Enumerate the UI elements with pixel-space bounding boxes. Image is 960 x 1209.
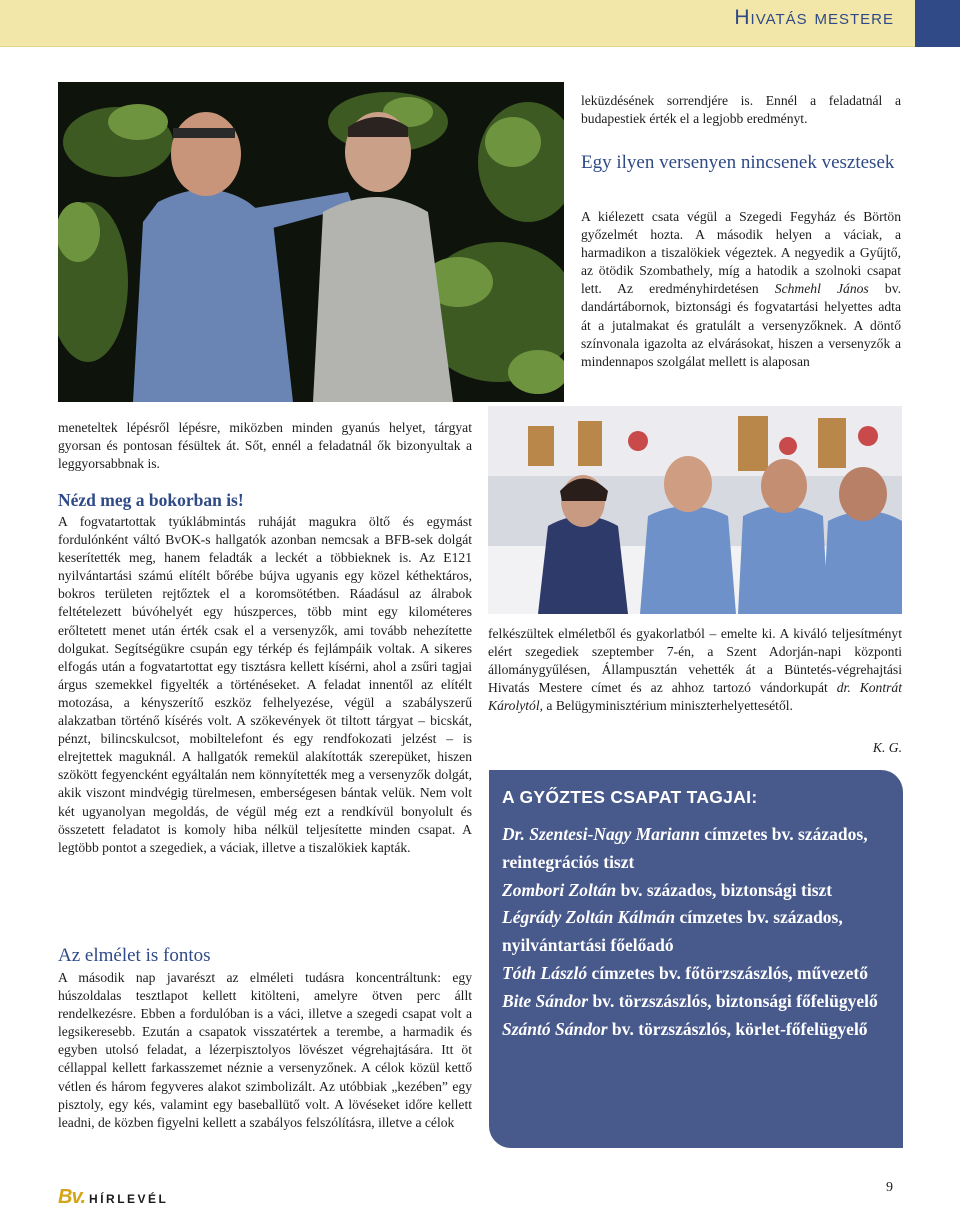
member-name: Zombori Zoltán <box>502 879 617 900</box>
heading-egy-ilyen-versenyen: Egy ilyen versenyen nincsenek vesztesek <box>581 152 895 173</box>
italic-name: Schmehl János <box>774 281 869 297</box>
section-title: Hivatás mestere <box>734 6 894 29</box>
paragraph-nezd-meg-a-bokorban: A fogvatartottak tyúklábmintás ruháját magukra öltő és egymást fordulónként váltó BvOK-s hallgatók azonban nemcsak a BFB-sek dolgát keserítették meg, hanem feladták a leckét a többieknek is. Az E121 nyilvántartási számú elítélt bőrébe bújva ugyanis egy közel kéthektáros, bokros területen rejtőztek el a koromsötétben. Ráadásul az álrabok feltételezett búvóhelyét egy húszperces, több mint egy kilométeres erőltetett menet után érték csak el a versenyzők, ami tovább nehezítette dolgukat. Segítségükre csupán egy térkép és fejlámpáik voltak. A sikeres elfogás után a fogvatartottat egy tisztásra kellett kísérni, ahol a zsűri tagjai árgus szemekkel figyelték a történéseket. A feladat innentől az elítélt motozása, a kényszerítő eszköz felhelyezése, végül a szabályszerű alakzatban történő kísérés volt. A szökevények öt tiltott tárgyat – bicskát, pénzt, bilincskulcsot, mobiltelefont és egy rendfokozati jelzést – is elrejtettek maguknál. A hallgatók remekül alakították szerepüket, hiszen szökött fegyencként egyáltalán nem könnyítették meg a versenyzők dolgát, akik viszont mindvégig türelmesen, emberségesen bántak velük. Nem volt két ugyanolyan megoldás, de végül még ezt a rendkívül bonyolult és összetett feladatot is komoly hiba nélkül teljesítette minden csapat. A legtöbb pontot a szegediek, a váciak, illetve a tiszalökiek kapták. <box>58 514 472 855</box>
paragraph-text: felkészültek elméletből és gyakorlatból – emelte ki. A kiváló teljesítményt elért szegediek szeptember 7-én, a Szent Adorján-napi központi állománygyűlésen, Állampusztán vehették át a Büntetés-végrehajtási Hivatás Mestere címet és az ahhoz tartozó vándorkupát <box>488 626 902 696</box>
team-member-list <box>502 821 891 1043</box>
member-role: bv. százados, biztonsági tiszt <box>616 879 833 900</box>
team-member <box>502 960 891 988</box>
member-role: címzetes bv. főtörzszászlós, művezető <box>587 962 868 983</box>
team-member <box>502 821 891 877</box>
publication-logo <box>58 1186 168 1209</box>
right-top-text: leküzdésének sorrendjére is. Ennél a feladatnál a budapestiek érték el a legjobb eredményt. <box>581 93 901 127</box>
member-name: Bite Sándor <box>502 990 589 1011</box>
left-continuation-text: meneteltek lépésről lépésre, miközben minden gyanús helyet, tárgyat gyorsan és pontosan fésültek át. Sőt, ennél a feladatnál ők bizonyultak a leggyorsabbnak is. <box>58 420 472 472</box>
photo-event-group <box>488 406 902 614</box>
photo-event-group-illustration <box>488 406 902 614</box>
member-name: Tóth László <box>502 962 588 983</box>
heading-nezd-meg-a-bokorban: Nézd meg a bokorban is! <box>58 490 244 510</box>
author-signature: K. G. <box>872 740 902 755</box>
team-member <box>502 877 891 905</box>
logo-text: HÍRLEVÉL <box>89 1192 169 1206</box>
member-role: bv. törzszászlós, biztonsági főfelügyelő <box>588 990 878 1011</box>
heading-az-elmelet-is-fontos: Az elmélet is fontos <box>58 945 211 966</box>
team-member <box>502 988 891 1016</box>
member-name: Dr. Szentesi-Nagy Mariann <box>502 824 700 844</box>
photo-night-forest-illustration <box>58 82 564 402</box>
winning-team-box <box>489 770 903 1148</box>
team-member <box>502 1016 891 1044</box>
team-member <box>502 904 891 960</box>
italic-name: dr. Kontrát Károlytól <box>488 680 902 714</box>
photo-night-forest <box>58 82 564 402</box>
paragraph-az-elmelet-is-fontos: A második nap javarészt az elméleti tudásra koncentráltunk: egy húszoldalas tesztlapot kellett kitölteni, amelyre ötven perc állt rendelkezésre. Ebben a fordulóban is a váci, illetve a szegedi csapat volt a legsikeresebb. Ezután a csapatok visszatértek a terembe, a harmadik és egyben utolsó feladat, a lézerpisztolyos lövészet végrehajtására. Itt öt céllappal kellett farkasszemet nézniе a versenyzőnek. A célok közül kettő vétlen és három fegyveres alakot szimbolizált. Az utóbbiak „kezében” egy pisztoly, egy kés, valamint egy baseballütő volt. A lövéseket időre kellett leadni, de közben figyelni kellett a szabályos felszólításra, illetve a célok <box>58 970 472 1130</box>
paragraph-text: bv. dandártábornok, biztonsági és fogvatartási helyettes adta át a jutalmakat és gratulált a versenyzőknek. A döntő színvonala igazolta az elvárásokat, hiszen a versenyzők a mindennapos szolgálat mellett is alaposan <box>581 281 902 369</box>
member-name: Légrády Zoltán Kálmán <box>502 907 676 928</box>
logo-bv: Bv. <box>58 1186 86 1208</box>
header-accent-block <box>915 0 960 47</box>
team-box-title: A GYŐZTES CSAPAT TAGJAI: <box>502 787 758 807</box>
member-role: bv. törzszászlós, körlet-főfelügyelő <box>607 1018 868 1039</box>
paragraph-text: A kiélezett csata végül a Szegedi Fegyház és Börtön győzelmét hozta. A második helyen a váciak, a harmadikon a tiszalökiek végeztek. A negyedik a Gyűjtő, az ötödik Szombathely, míg a hatodik a szolnoki csapat lett. Az eredményhirdetésen <box>581 209 901 297</box>
member-role: címzetes bv. százados, reintegrációs tiszt <box>502 824 868 872</box>
member-role: címzetes bv. százados, nyilvántartási főelőadó <box>502 907 843 956</box>
paragraph-text: , a Belügyminisztérium miniszterhelyettesétől. <box>539 698 793 714</box>
page-number: 9 <box>886 1180 893 1195</box>
member-name: Szántó Sándor <box>502 1018 608 1039</box>
paragraph-right-bottom <box>488 625 902 715</box>
paragraph-egy-ilyen-versenyen <box>581 208 901 371</box>
